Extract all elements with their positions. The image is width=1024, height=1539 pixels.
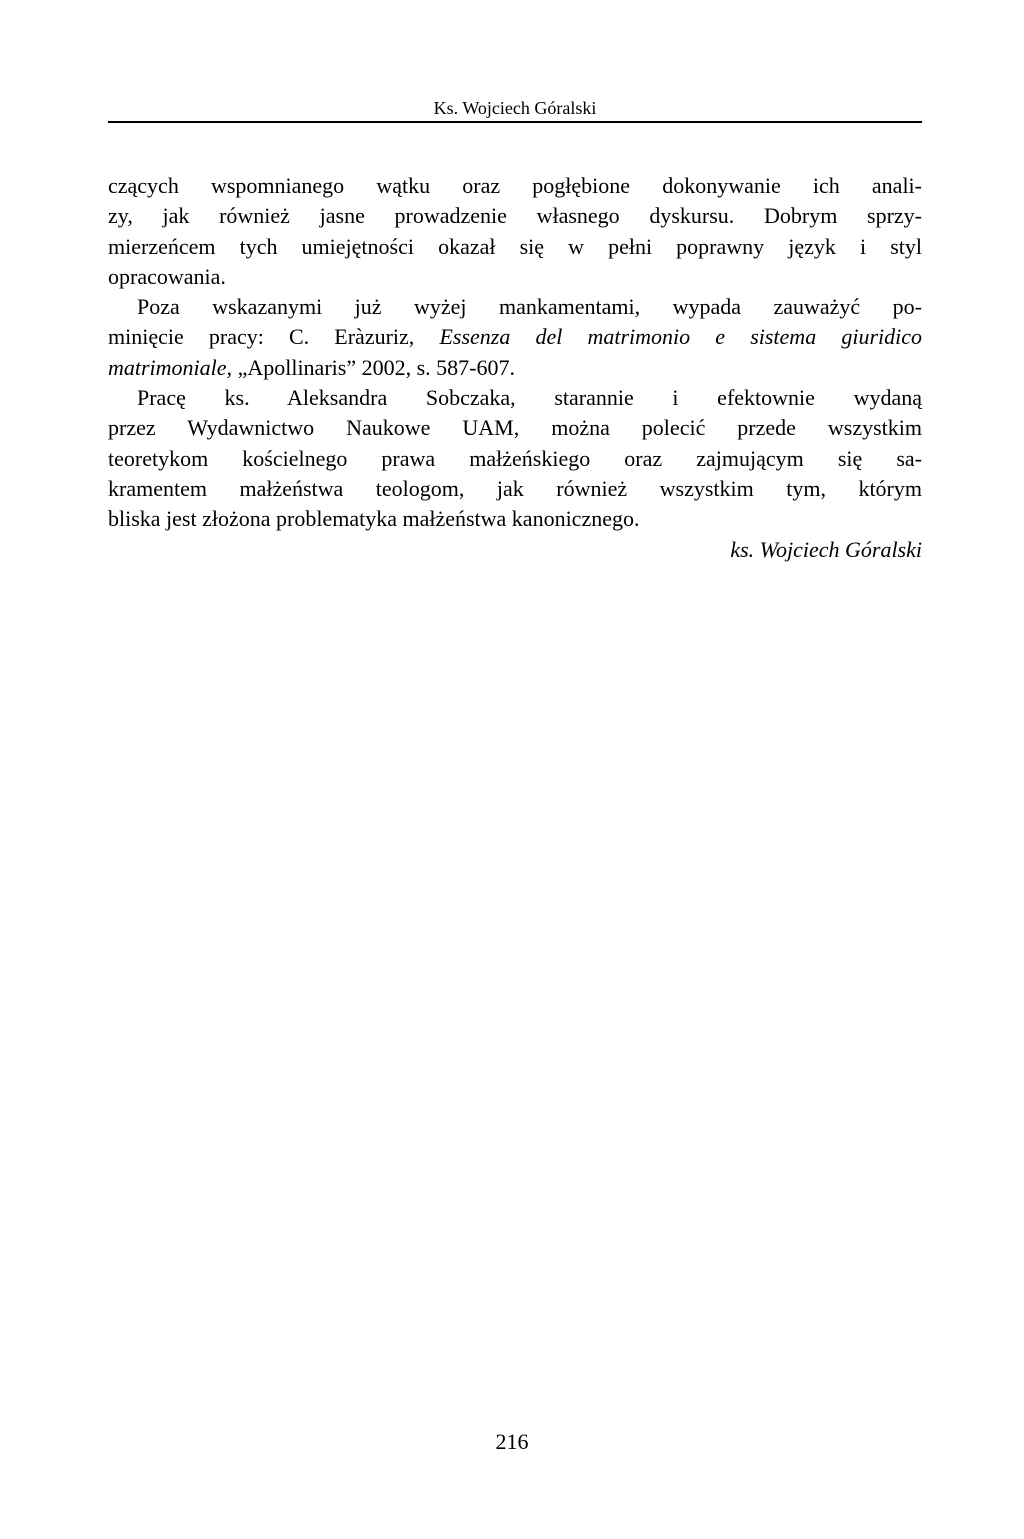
text-line: opracowania. (108, 263, 226, 289)
citation-line-1 (108, 322, 922, 352)
body-text (108, 171, 922, 565)
citation-prefix: minięcie pracy: C. Eràzuriz, (108, 324, 440, 350)
citation-line-2 (108, 353, 922, 383)
text-line: mierzeńcem tych umiejętności okazał się w pełni poprawny język i styl (108, 233, 922, 259)
header-rule (108, 121, 922, 123)
text-line: zy, jak również jasne prowadzenie własnego dyskursu. Dobrym sprzy- (108, 203, 922, 229)
running-header: Ks. Wojciech Góralski (433, 98, 597, 118)
citation-title-part-1: Essenza del matrimonio e sistema giuridico (439, 324, 922, 350)
citation-title-part-2: matrimoniale, (108, 354, 233, 380)
citation-source: „Apollinaris” 2002, s. 587-607. (232, 354, 515, 380)
text-line: bliska jest złożona problematyka małżeństwa kanonicznego. (108, 506, 640, 532)
page-number: 216 (495, 1429, 529, 1454)
text-line: Pracę ks. Aleksandra Sobczaka, starannie i efektownie wydaną (137, 385, 922, 411)
text-line: czących wspomnianego wątku oraz pogłębione dokonywanie ich anali- (108, 173, 922, 198)
text-line: Poza wskazanymi już wyżej mankamentami, wypada zauważyć po- (137, 294, 922, 320)
text-line: przez Wydawnictwo Naukowe UAM, można polecić przede wszystkim (108, 415, 922, 441)
text-line: teoretykom kościelnego prawa małżeńskiego oraz zajmującym się sa- (108, 445, 922, 471)
text-line: kramentem małżeństwa teologom, jak również wszystkim tym, którym (108, 475, 922, 501)
author-signature: ks. Wojciech Góralski (730, 536, 922, 562)
